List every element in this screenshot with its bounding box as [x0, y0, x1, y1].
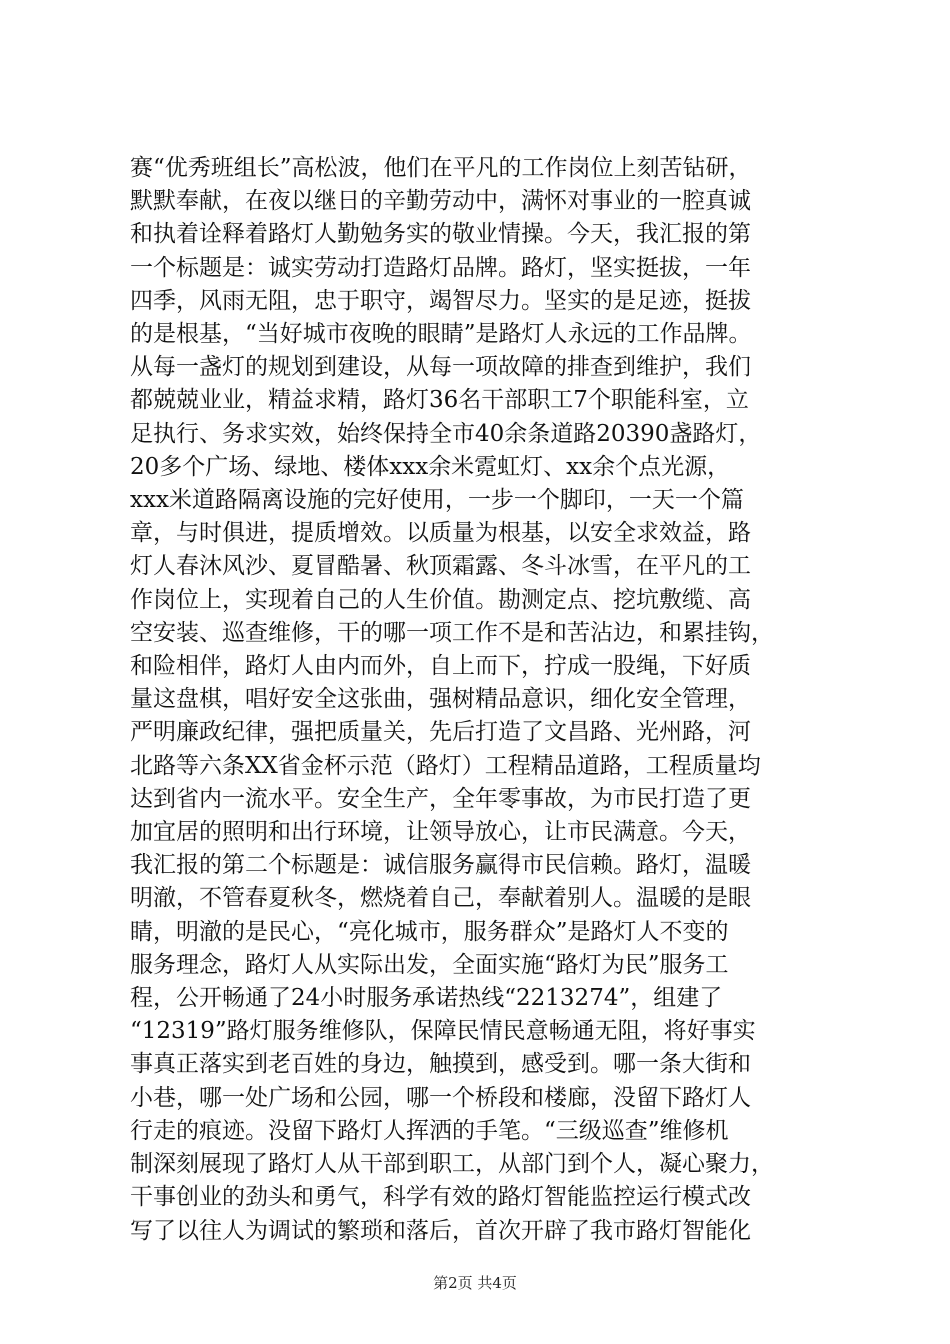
body-text	[130, 152, 830, 1248]
text-line: 都兢兢业业，精益求精，路灯36名干部职工7个职能科室，立	[130, 387, 749, 414]
text-line: 程，公开畅通了24小时服务承诺热线“2213274”，组建了	[130, 985, 723, 1012]
text-line: 章，与时俱进，提质增效。以质量为根基，以安全求效益，路	[130, 520, 751, 547]
text-line: 明澈，不管春夏秋冬，燃烧着自己，奉献着别人。温暖的是眼	[130, 885, 751, 912]
text-line: 量这盘棋，唱好安全这张曲，强树精品意识，细化安全管理，	[130, 686, 751, 713]
text-line: 空安装、巡查维修，干的哪一项工作不是和苦沾边，和累挂钩，	[130, 619, 774, 646]
text-line: 赛“优秀班组长”高松波，他们在平凡的工作岗位上刻苦钻研，	[130, 155, 752, 181]
text-line: 服务理念，路灯人从实际出发，全面实施“路灯为民”服务工	[130, 951, 729, 978]
text-line: “12319”路灯服务维修队，保障民情民意畅通无阻，将好事实	[130, 1018, 756, 1045]
text-line: 行走的痕迹。没留下路灯人挥洒的手笔。“三级巡查”维修机	[130, 1117, 729, 1144]
text-line: xxx米道路隔离设施的完好使用，一步一个脚印，一天一个篇	[130, 487, 744, 514]
text-line: 严明廉政纪律，强把质量关，先后打造了文昌路、光州路，河	[130, 719, 751, 746]
text-line: 20多个广场、绿地、楼体xxx余米霓虹灯、xx余个点光源，	[130, 453, 731, 480]
text-line: 四季，风雨无阻，忠于职守，竭智尽力。坚实的是足迹，挺拔	[130, 287, 751, 314]
text-line: 一个标题是：诚实劳动打造路灯品牌。路灯，坚实挺拔，一年	[130, 254, 751, 281]
text-line: 制深刻展现了路灯人从干部到职工，从部门到个人，凝心聚力，	[130, 1151, 774, 1178]
text-line: 写了以往人为调试的繁琐和落后，首次开辟了我市路灯智能化	[130, 1217, 751, 1244]
text-line: 灯人春沐风沙、夏冒酷暑、秋顶霜露、冬斗冰雪，在平凡的工	[130, 553, 751, 580]
text-line: 的是根基，“当好城市夜晚的眼睛”是路灯人永远的工作品牌。	[130, 321, 752, 348]
text-line: 从每一盏灯的规划到建设，从每一项故障的排查到维护，我们	[130, 354, 751, 381]
text-line: 小巷，哪一处广场和公园，哪一个桥段和楼廊，没留下路灯人	[130, 1084, 751, 1111]
text-line: 默默奉献，在夜以继日的辛勤劳动中，满怀对事业的一腔真诚	[130, 188, 751, 215]
text-line: 干事创业的劲头和勇气，科学有效的路灯智能监控运行模式改	[130, 1184, 751, 1211]
text-line: 和执着诠释着路灯人勤勉务实的敬业情操。今天，我汇报的第	[130, 221, 751, 248]
text-line: 加宜居的照明和出行环境，让领导放心，让市民满意。今天，	[130, 819, 751, 846]
text-line: 足执行、务求实效，始终保持全市40余条道路20390盏路灯，	[130, 420, 762, 447]
text-line: 作岗位上，实现着自己的人生价值。勘测定点、挖坑敷缆、高	[130, 586, 751, 613]
page-footer: 第2页 共4页	[433, 1274, 517, 1292]
text-line: 和险相伴，路灯人由内而外，自上而下，拧成一股绳，下好质	[130, 653, 751, 680]
text-line: 事真正落实到老百姓的身边，触摸到，感受到。哪一条大街和	[130, 1051, 751, 1078]
text-line: 睛，明澈的是民心，“亮化城市，服务群众”是路灯人不变的	[130, 918, 729, 945]
text-line: 北路等六条XX省金杯示范（路灯）工程精品道路，工程质量均	[130, 752, 761, 779]
text-line: 我汇报的第二个标题是：诚信服务赢得市民信赖。路灯，温暖	[130, 852, 751, 879]
text-line: 达到省内一流水平。安全生产，全年零事故，为市民打造了更	[130, 785, 751, 812]
